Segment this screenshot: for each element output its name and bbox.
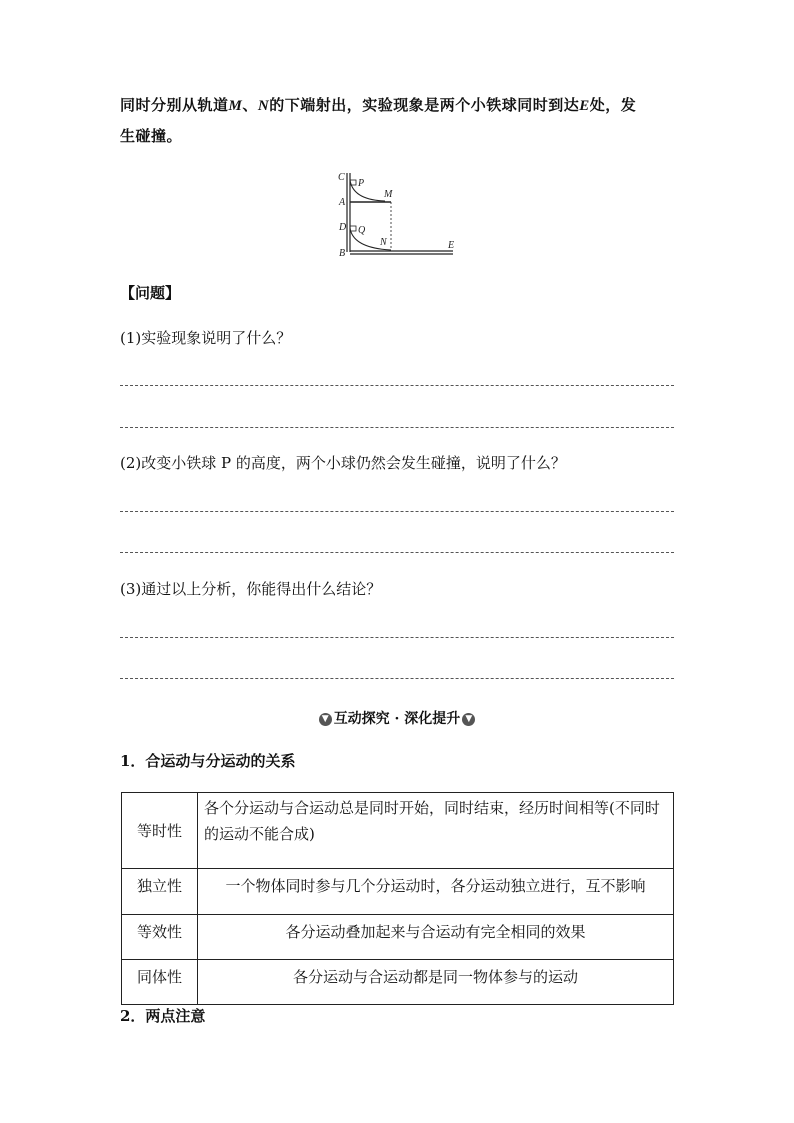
relation-table (121, 792, 674, 1005)
symbol-e: E (579, 98, 590, 114)
intro-sep: 、 (242, 96, 258, 114)
label-d: D (339, 222, 347, 233)
label-e: E (448, 240, 455, 251)
label-b: B (339, 248, 346, 258)
answer-line[interactable] (120, 678, 674, 679)
subsection-2-title: 2．两点注意 (120, 1007, 206, 1025)
table-row (122, 869, 674, 915)
table-row (122, 793, 674, 869)
answer-line[interactable] (120, 552, 674, 553)
question-2: (2)改变小铁球 P 的高度，两个小球仍然会发生碰撞，说明了什么？ (120, 454, 566, 472)
table-key: 等时性 (122, 793, 198, 869)
chevron-down-icon: ▼ (462, 713, 475, 726)
label-q: Q (358, 225, 366, 236)
intro-paragraph (120, 90, 680, 151)
label-a: A (339, 197, 346, 208)
intro-text-line2: 生碰撞。 (120, 127, 183, 145)
intro-text: 同时分别从轨道 (120, 96, 229, 114)
table-row (122, 915, 674, 960)
answer-line[interactable] (120, 637, 674, 638)
label-p: P (358, 178, 365, 189)
answer-line[interactable] (120, 511, 674, 512)
table-value: 各个分运动与合运动总是同时开始，同时结束，经历时间相等(不同时的运动不能合成) (198, 793, 674, 869)
question-3: (3)通过以上分析，你能得出什么结论？ (120, 580, 382, 598)
questions-heading: 【问题】 (120, 284, 181, 302)
table-key: 同体性 (122, 960, 198, 1005)
answer-line[interactable] (120, 427, 674, 428)
intro-text-mid: 的下端射出，实验现象是两个小铁球同时到达 (269, 96, 580, 114)
table-value: 一个物体同时参与几个分运动时，各分运动独立进行，互不影响 (198, 869, 674, 915)
intro-text-post: 处，发 (589, 96, 637, 114)
table-key: 独立性 (122, 869, 198, 915)
symbol-n: N (257, 98, 270, 114)
table-value: 各分运动叠加起来与合运动有完全相同的效果 (198, 915, 674, 960)
chevron-down-icon: ▼ (319, 713, 332, 726)
table-row (122, 960, 674, 1005)
label-c: C (338, 172, 345, 183)
symbol-m: M (228, 98, 243, 114)
section-title-text: 互动探究 · 深化提升 (333, 711, 461, 727)
answer-line[interactable] (120, 385, 674, 386)
subsection-1-title: 1．合运动与分运动的关系 (120, 752, 296, 770)
table-value: 各分运动与合运动都是同一物体参与的运动 (198, 960, 674, 1005)
section-title (0, 708, 794, 728)
label-n: N (380, 237, 387, 248)
track-diagram (335, 168, 465, 258)
label-m: M (384, 189, 393, 200)
table-key: 等效性 (122, 915, 198, 960)
track-m-curve (350, 180, 385, 201)
question-1: (1)实验现象说明了什么？ (120, 329, 292, 347)
